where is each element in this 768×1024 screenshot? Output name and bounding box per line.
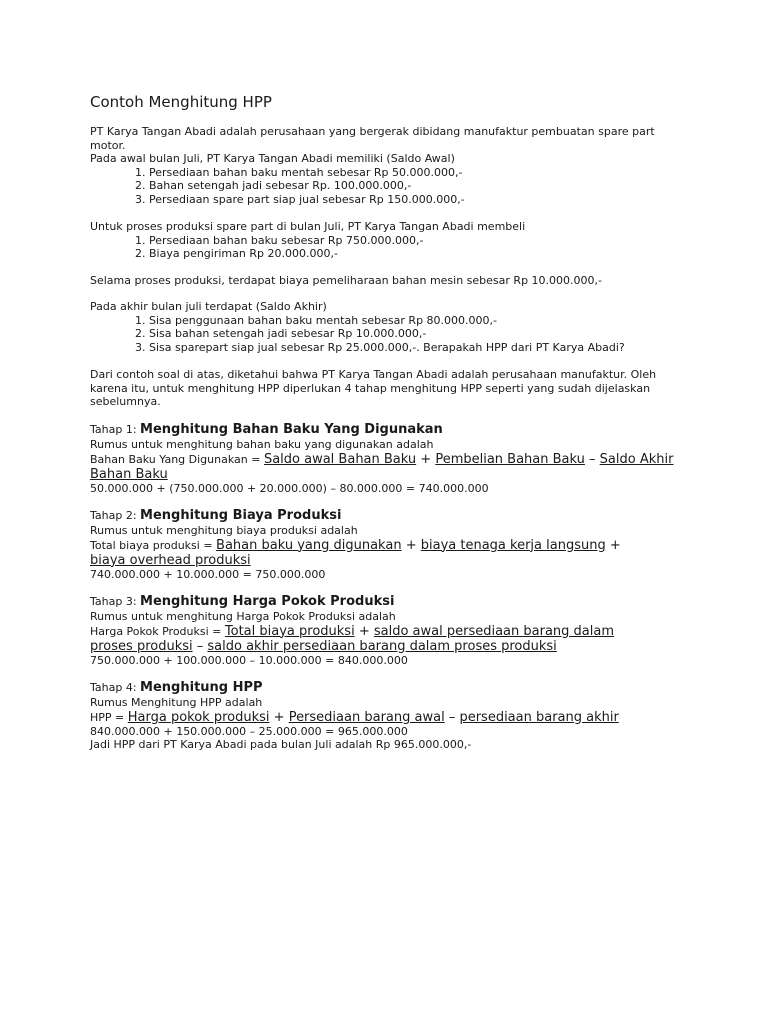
list-item: 2. Biaya pengiriman Rp 20.000.000,- — [135, 247, 338, 260]
step-title: Menghitung Harga Pokok Produksi — [140, 594, 395, 609]
formula-operator: – — [584, 451, 600, 467]
step-formula — [90, 710, 675, 725]
formula-lhs: Bahan Baku Yang Digunakan = — [90, 452, 264, 466]
list-item: 2. Bahan setengah jadi sebesar Rp. 100.000.000,- — [135, 179, 412, 192]
step-title: Menghitung Bahan Baku Yang Digunakan — [140, 422, 443, 437]
formula-operator: + — [354, 623, 374, 639]
step-calculation: 50.000.000 + (750.000.000 + 20.000.000) – 80.000.000 = 740.000.000 — [90, 481, 489, 495]
step-calculation: 840.000.000 + 150.000.000 – 25.000.000 = 965.000.000 — [90, 724, 408, 738]
formula-term: saldo awal persediaan barang dalam proses produksi — [90, 623, 615, 654]
step-heading — [90, 680, 675, 696]
analysis-section — [90, 368, 682, 409]
step-formula — [90, 624, 658, 654]
analysis-paragraph: Dari contoh soal di atas, diketahui bahwa PT Karya Tangan Abadi adalah perusahaan manufaktur. Oleh karena itu, untuk menghitung HPP diperlukan 4 tahap menghitung HPP seperti yang sudah dijelaskan sebelumnya. — [90, 368, 657, 408]
formula-term: Bahan baku yang digunakan — [216, 537, 402, 553]
formula-lhs: Harga Pokok Produksi = — [90, 624, 225, 638]
formula-term: persediaan barang akhir — [459, 709, 619, 725]
step-label: Tahap 3: — [90, 595, 141, 608]
step-1-section — [90, 422, 675, 495]
formula-term: Total biaya produksi — [224, 623, 355, 639]
formula-operator: + — [605, 537, 621, 553]
step-description: Rumus untuk menghitung biaya produksi adalah — [90, 524, 358, 537]
step-4-section — [90, 680, 675, 752]
ending-balance-heading: Pada akhir bulan juli terdapat (Saldo Akhir) — [90, 300, 327, 313]
maintenance-paragraph: Selama proses produksi, terdapat biaya pemeliharaan bahan mesin sebesar Rp 10.000.000,- — [90, 274, 602, 287]
purchase-list — [90, 234, 690, 261]
step-description: Rumus untuk menghitung Harga Pokok Produksi adalah — [90, 610, 396, 623]
formula-operator: + — [416, 451, 436, 467]
step-calculation: 740.000.000 + 10.000.000 = 750.000.000 — [90, 567, 326, 581]
formula-operator: – — [192, 638, 208, 654]
list-item: 1. Sisa penggunaan bahan baku mentah sebesar Rp 80.000.000,- — [135, 313, 497, 327]
formula-term: biaya tenaga kerja langsung — [420, 537, 606, 553]
step-heading — [90, 508, 658, 524]
list-item: 1. Persediaan bahan baku mentah sebesar Rp 50.000.000,- — [135, 165, 463, 179]
step-label: Tahap 1: — [90, 423, 141, 436]
final-answer: Jadi HPP dari PT Karya Abadi pada bulan Juli adalah Rp 965.000.000,- — [90, 738, 472, 751]
step-description: Rumus untuk menghitung bahan baku yang digunakan adalah — [90, 438, 434, 451]
step-label: Tahap 4: — [90, 681, 141, 694]
ending-balance-section — [90, 300, 690, 354]
initial-balance-list — [90, 166, 690, 207]
step-calculation: 750.000.000 + 100.000.000 – 10.000.000 = 840.000.000 — [90, 653, 408, 667]
list-item: 3. Persediaan spare part siap jual sebesar Rp 150.000.000,- — [135, 192, 465, 206]
formula-lhs: Total biaya produksi = — [90, 538, 217, 552]
formula-operator: – — [444, 709, 460, 725]
purchase-heading: Untuk proses produksi spare part di bulan Juli, PT Karya Tangan Abadi membeli — [90, 220, 526, 233]
step-3-section — [90, 594, 658, 667]
step-heading — [90, 422, 675, 438]
intro-paragraph: PT Karya Tangan Abadi adalah perusahaan yang bergerak dibidang manufaktur pembuatan spare part motor. — [90, 125, 655, 152]
formula-term: Pembelian Bahan Baku — [435, 451, 585, 467]
formula-operator: + — [401, 537, 421, 553]
step-description: Rumus Menghitung HPP adalah — [90, 696, 263, 709]
formula-term: Harga pokok produksi — [127, 709, 270, 725]
initial-balance-heading: Pada awal bulan Juli, PT Karya Tangan Abadi memiliki (Saldo Awal) — [90, 152, 455, 165]
list-item: 1. Persediaan bahan baku sebesar Rp 750.000.000,- — [135, 233, 424, 247]
step-title: Menghitung Biaya Produksi — [140, 508, 342, 523]
list-item: 3. Sisa sparepart siap jual sebesar Rp 25.000.000,-. Berapakah HPP dari PT Karya Abadi? — [135, 340, 625, 354]
formula-term: biaya overhead produksi — [90, 552, 251, 568]
formula-term: Saldo Akhir Bahan Baku — [90, 451, 674, 482]
step-label: Tahap 2: — [90, 509, 141, 522]
maintenance-section — [90, 274, 690, 288]
formula-term: Saldo awal Bahan Baku — [263, 451, 417, 467]
step-formula — [90, 538, 658, 568]
step-title: Menghitung HPP — [140, 680, 263, 695]
formula-lhs: HPP = — [90, 710, 128, 724]
formula-term: Persediaan barang awal — [288, 709, 445, 725]
intro-section — [90, 125, 690, 206]
document-title: Contoh Menghitung HPP — [90, 93, 272, 111]
formula-operator: + — [269, 709, 289, 725]
step-heading — [90, 594, 658, 610]
list-item: 2. Sisa bahan setengah jadi sebesar Rp 10.000.000,- — [135, 327, 427, 340]
purchase-section — [90, 220, 690, 261]
step-2-section — [90, 508, 658, 581]
step-formula — [90, 452, 675, 482]
formula-term: saldo akhir persediaan barang dalam proses produksi — [207, 638, 557, 654]
ending-balance-list — [90, 314, 690, 355]
